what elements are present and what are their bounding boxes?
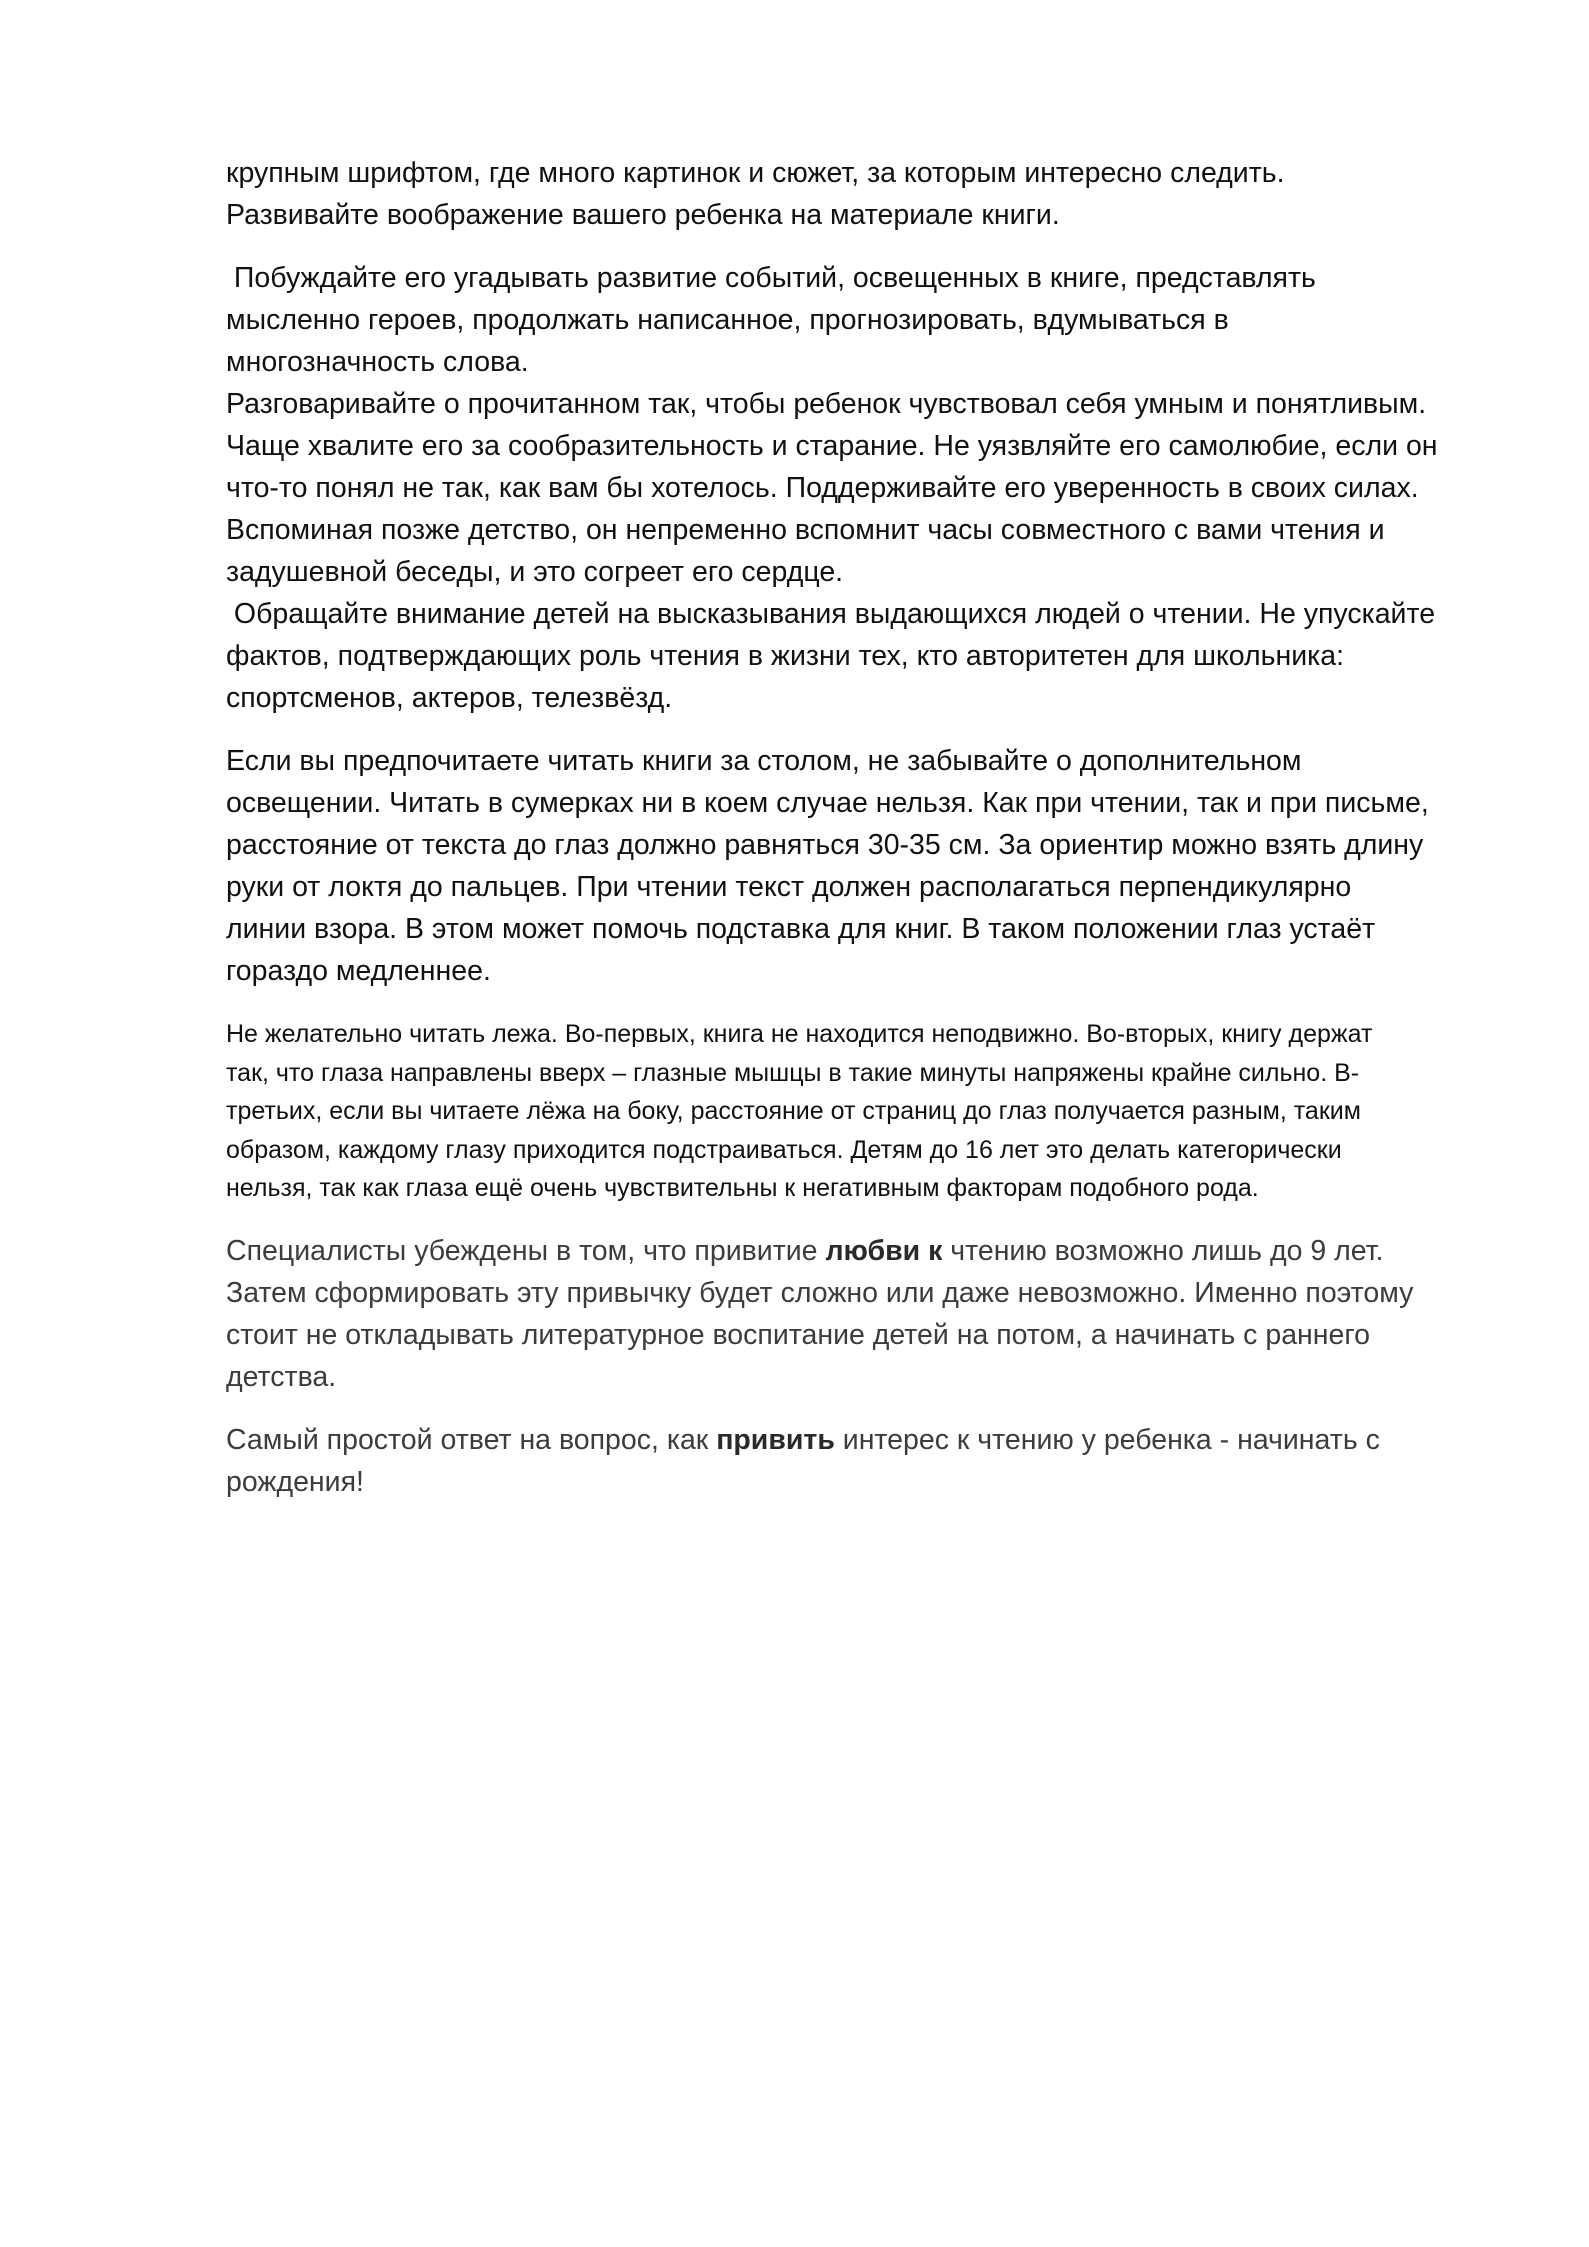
text-line: стоит не откладывать литературное воспитание детей на потом, а начинать с раннего bbox=[226, 1319, 1370, 1351]
text-line: мысленно героев, продолжать написанное, прогнозировать, вдумываться в bbox=[226, 304, 1229, 336]
text-line: детства. bbox=[226, 1361, 337, 1393]
paragraph-lying-reading bbox=[226, 1015, 1476, 1208]
text-run: интерес к чтению у ребенка - начинать с bbox=[834, 1424, 1380, 1456]
text-line: фактов, подтверждающих роль чтения в жизни тех, кто авторитетен для школьника: bbox=[226, 640, 1344, 672]
text-line bbox=[226, 1419, 1476, 1461]
text-run: Специалисты убеждены в том, что привитие bbox=[226, 1235, 826, 1267]
text-line: Побуждайте его угадывать развитие событий, освещенных в книге, представлять bbox=[226, 262, 1316, 294]
text-line: задушевной беседы, и это согреет его сердце. bbox=[226, 556, 844, 588]
text-line bbox=[226, 1230, 1476, 1272]
text-line: Обращайте внимание детей на высказывания выдающихся людей о чтении. Не упускайте bbox=[226, 598, 1436, 630]
text-line: Затем сформировать эту привычку будет сложно или даже невозможно. Именно поэтому bbox=[226, 1277, 1414, 1309]
text-line: что-то понял не так, как вам бы хотелось. Поддерживайте его уверенность в своих силах. bbox=[226, 472, 1419, 504]
paragraph-advice bbox=[226, 257, 1476, 719]
text-line: линии взора. В этом может помочь подставка для книг. В таком положении глаз устаёт bbox=[226, 913, 1376, 945]
text-line: третьих, если вы читаете лёжа на боку, расстояние от страниц до глаз получается разным, таким bbox=[226, 1097, 1361, 1125]
text-line: рождения! bbox=[226, 1466, 364, 1498]
text-line: Разговаривайте о прочитанном так, чтобы ребенок чувствовал себя умным и понятливым. bbox=[226, 388, 1427, 420]
text-line: Не желательно читать лежа. Во-первых, книга не находится неподвижно. Во-вторых, книгу держат bbox=[226, 1020, 1373, 1048]
text-line: образом, каждому глазу приходится подстраиваться. Детям до 16 лет это делать категорически bbox=[226, 1135, 1342, 1164]
bold-text: любви к bbox=[825, 1235, 943, 1267]
text-line: многозначность слова. bbox=[226, 346, 529, 378]
text-line: расстояние от текста до глаз должно равняться 30-35 см. За ориентир можно взять длину bbox=[226, 829, 1424, 861]
bold-text: привить bbox=[716, 1424, 835, 1456]
text-line: гораздо медленнее. bbox=[226, 955, 491, 987]
text-line: Вспоминая позже детство, он непременно вспомнит часы совместного с вами чтения и bbox=[226, 514, 1385, 546]
paragraph-lighting bbox=[226, 740, 1476, 992]
text-line: нельзя, так как глаза ещё очень чувствительны к негативным факторам подобного рода. bbox=[226, 1174, 1259, 1202]
text-line: спортсменов, актеров, телезвёзд. bbox=[226, 682, 673, 714]
text-run: чтению возможно лишь до 9 лет. bbox=[942, 1235, 1384, 1267]
paragraph-specialists bbox=[226, 1230, 1476, 1398]
paragraph-intro bbox=[226, 152, 1476, 236]
text-line: Чаще хвалите его за сообразительность и старание. Не уязвляйте его самолюбие, если он bbox=[226, 430, 1438, 462]
text-run: Самый простой ответ на вопрос, как bbox=[226, 1424, 717, 1456]
text-line: крупным шрифтом, где много картинок и сюжет, за которым интересно следить. bbox=[226, 157, 1285, 189]
text-line: руки от локтя до пальцев. При чтении текст должен располагаться перпендикулярно bbox=[226, 871, 1352, 903]
text-line: Развивайте воображение вашего ребенка на материале книги. bbox=[226, 199, 1060, 231]
paragraph-simple-answer bbox=[226, 1419, 1476, 1503]
text-line: освещении. Читать в сумерках ни в коем случае нельзя. Как при чтении, так и при письме, bbox=[226, 787, 1429, 819]
text-line: Если вы предпочитаете читать книги за столом, не забывайте о дополнительном bbox=[226, 745, 1302, 777]
text-line: так, что глаза направлены вверх – глазные мышцы в такие минуты напряжены крайне сильно. В- bbox=[226, 1058, 1360, 1087]
